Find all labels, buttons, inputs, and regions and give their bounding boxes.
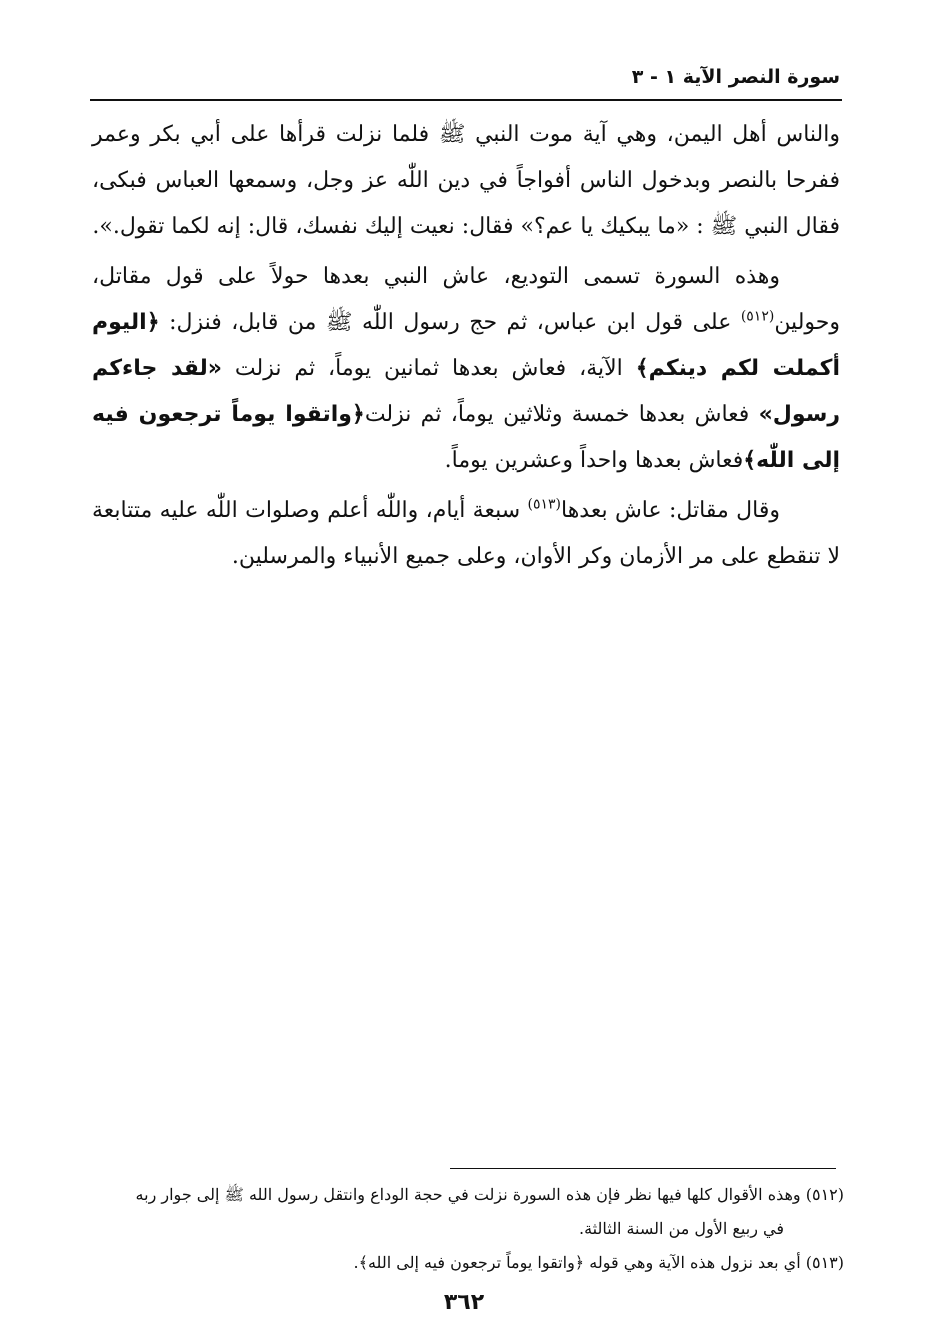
p2-text-5: فعاش بعدها واحداً وعشرين يوماً. [444,448,744,473]
p2-text-3: الآية، فعاش بعدها ثمانين يوماً، ثم نزلت [222,356,636,381]
running-head: سورة النصر الآية ١ - ٣ [631,66,840,88]
footnote-ref-512[interactable]: (٥١٢) [740,308,775,325]
p3-text-1: وقال مقاتل: عاش بعدها [561,498,780,523]
p2-text-4: فعاش بعدها خمسة وثلاثين يوماً، ثم نزلت [364,402,759,427]
p3-text-2: سبعة أيام، واللّٰه أعلم وصلوات اللّٰه عليه متتابعة لا تنقطع على مر الأزمان وكر الأوان، وعلى جميع الأنبياء والمرسلين. [92,498,840,569]
body-text [92,112,840,580]
p2-text-2: على قول ابن عباس، ثم حج رسول اللّٰه ﷺ من قابل، فنزل: [159,310,741,335]
footnote-513: (٥١٣) أي بعد نزول هذه الآية وهي قوله ﴿واتقوا يوماً ترجعون فيه إلى الله﴾. [353,1253,844,1272]
footnote-512-line-1: (٥١٢) وهذه الأقوال كلها فيها نظر فإن هذه السورة نزلت في حجة الوداع وانتقل رسول الله ﷺ إلى جوار ربه [135,1185,844,1204]
quran-quote-1: ﴿اليوم أكملت لكم دينكم﴾ [92,310,840,381]
quran-quote-3: ﴿واتقوا يوماً ترجعون فيه إلى اللّٰه﴾ [92,402,840,473]
footnote-ref-513[interactable]: (٥١٣) [527,496,561,513]
footnotes [82,1178,844,1280]
quran-quote-2: «لقد جاءكم رسول» [92,356,840,427]
p2-text-1: وهذه السورة تسمى التوديع، عاش النبي بعدها حولاً على قول مقاتل، وحولين [92,264,840,335]
paragraph-3 [92,488,840,580]
footnote-512-line-2: في ربيع الأول من السنة الثالثة. [579,1219,784,1238]
header-rule [90,99,842,101]
paragraph-2 [92,254,840,484]
paragraph-1: والناس أهل اليمن، وهي آية موت النبي ﷺ فلما نزلت قرأها على أبي بكر وعمر ففرحا بالنصر وبدخول الناس أفواجاً في دين اللّٰه عز وجل، وسمعها العباس فبكى، فقال النبي ﷺ : «ما يبكيك يا عم؟» فقال: نعيت إليك نفسك، قال: إنه لكما تقول.». [92,122,840,239]
footnote-rule [450,1168,836,1169]
page-number: ٣٦٢ [443,1290,485,1315]
